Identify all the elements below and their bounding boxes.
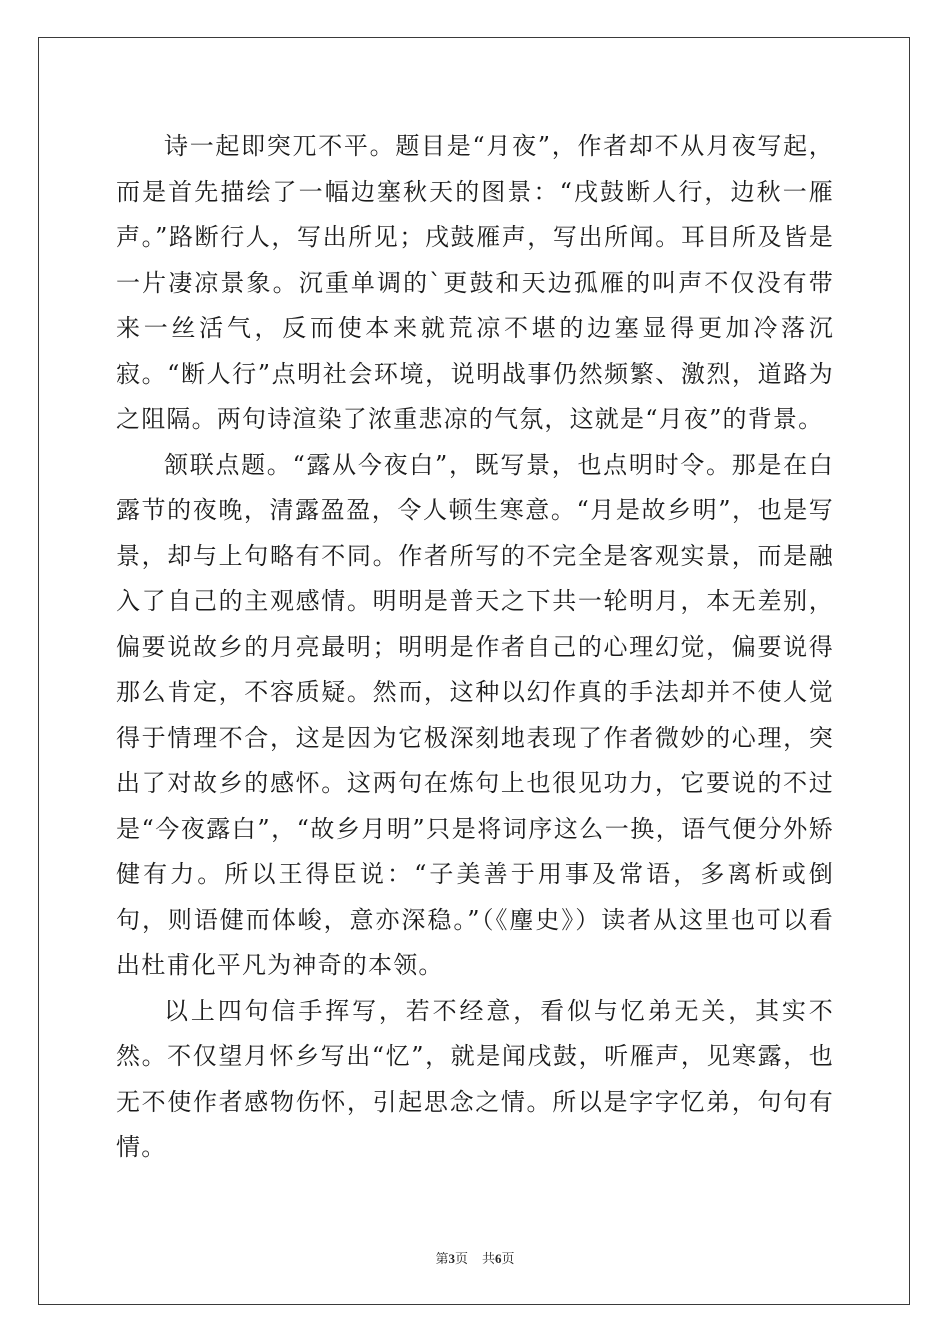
- paragraph-3: 以上四句信手挥写，若不经意，看似与忆弟无关，其实不然。不仅望月怀乡写出“忆”，就是闻戌鼓，听雁声，见寒露，也无不使作者感物伤怀，引起思念之情。所以是字字忆弟，句句有情。: [116, 996, 834, 1161]
- page-suffix: 页: [454, 1252, 468, 1267]
- page-number: 3: [448, 1251, 455, 1266]
- total-prefix: 共: [482, 1252, 496, 1267]
- page-footer: [0, 1248, 950, 1267]
- total-suffix: 页: [501, 1252, 515, 1267]
- document-body: [116, 124, 834, 1171]
- page-prefix: 第: [435, 1252, 449, 1267]
- paragraph-1: 诗一起即突兀不平。题目是“月夜”，作者却不从月夜写起，而是首先描绘了一幅边塞秋天的图景：“戌鼓断人行，边秋一雁声。”路断行人，写出所见；戌鼓雁声，写出所闻。耳目所及皆是一片凄凉景象。沉重单调的`更鼓和天边孤雁的叫声不仅没有带来一丝活气，反而使本来就荒凉不堪的边塞显得更加冷落沉寂。“断人行”点明社会环境，说明战事仍然频繁、激烈，道路为之阻隔。两句诗渲染了浓重悲凉的气氛，这就是“月夜”的背景。: [116, 132, 834, 433]
- total-pages: 6: [495, 1251, 502, 1266]
- paragraph-2: 颔联点题。“露从今夜白”，既写景，也点明时令。那是在白露节的夜晚，清露盈盈，令人顿生寒意。“月是故乡明”，也是写景，却与上句略有不同。作者所写的不完全是客观实景，而是融入了自己的主观感情。明明是普天之下共一轮明月，本无差别，偏要说故乡的月亮最明；明明是作者自己的心理幻觉，偏要说得那么肯定，不容质疑。然而，这种以幻作真的手法却并不使人觉得于情理不合，这是因为它极深刻地表现了作者微妙的心理，突出了对故乡的感怀。这两句在炼句上也很见功力，它要说的不过是“今夜露白”，“故乡月明”只是将词序这么一换，语气便分外矫健有力。所以王得臣说：“子美善于用事及常语，多离析或倒句，则语健而体峻，意亦深稳。”（《麈史》）读者从这里也可以看出杜甫化平凡为神奇的本领。: [116, 450, 834, 979]
